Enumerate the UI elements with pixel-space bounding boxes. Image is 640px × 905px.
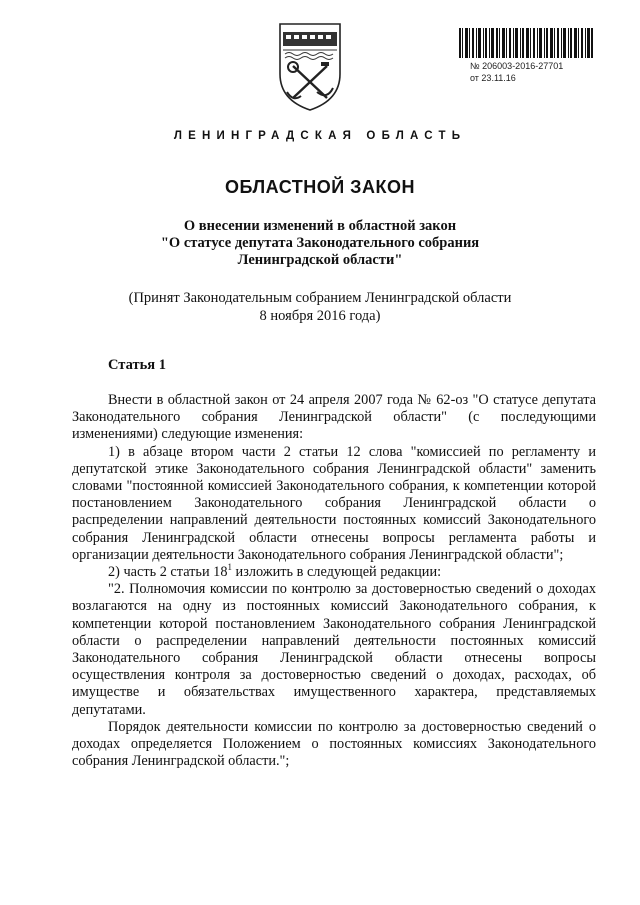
barcode bbox=[459, 28, 593, 58]
adoption-note-line: (Принят Законодательным собранием Ленинградской области bbox=[128, 290, 512, 306]
article-body bbox=[72, 392, 596, 770]
coat-of-arms-emblem bbox=[277, 22, 343, 112]
paragraph-quoted-part-2: "2. Полномочия комиссии по контролю за достоверностью сведений о доходах возлагаются на одну из постоянных комиссий Законодательного собрания, к компетенции которой постановлением Законодательного собрания Ленинградской области о распределении направлений деятельности постоянных комиссий Законодательного собрания Ленинградской области отнесены вопросы осуществления контроля за достоверностью сведений о доходах, расходах, об имуществе и обязательствах имущественного характера, представляемых депутатами. bbox=[72, 581, 596, 718]
registration-date: от 23.11.16 bbox=[470, 73, 516, 83]
item-2-text: 2) часть 2 статьи 18 bbox=[108, 564, 228, 581]
item-2-text-rest: изложить в следующей редакции: bbox=[231, 564, 442, 581]
law-title-line: Ленинградской области" bbox=[237, 252, 403, 268]
law-title-line: О внесении изменений в областной закон bbox=[183, 218, 457, 234]
superscript-index: 1 bbox=[227, 562, 232, 573]
paragraph-procedure: Порядок деятельности комиссии по контролю за достоверностью сведений о доходах определяется Положением о постоянных комиссиях Законодательного собрания Ленинградской области."; bbox=[72, 718, 596, 770]
law-type-heading: ОБЛАСТНОЙ ЗАКОН bbox=[225, 177, 415, 197]
adoption-note-line: 8 ноября 2016 года) bbox=[259, 308, 381, 324]
article-heading: Статья 1 bbox=[108, 357, 166, 373]
registration-number: № 206003-2016-27701 bbox=[470, 61, 564, 71]
paragraph-item-1: 1) в абзаце втором части 2 статьи 12 слова "комиссией по регламенту и депутатской этике Законодательного собрания Ленинградской области" заменить словами "постоянной комиссией Законодательного собрания, к компетенции которой постановлением Законодательного собрания Ленинградской области о распределении направлений деятельности постоянных комиссий Законодательного собрания Ленинградской области отнесены вопросы регламента работы и организации деятельности Законодательного собрания Ленинградской области"; bbox=[72, 443, 596, 563]
paragraph-intro: Внести в областной закон от 24 апреля 2007 года № 62-оз "О статусе депутата Законодательного собрания Ленинградской области" (с последующими изменениями) следующие изменения: bbox=[72, 392, 596, 443]
region-heading: ЛЕНИНГРАДСКАЯ ОБЛАСТЬ bbox=[173, 130, 467, 142]
law-title-line: "О статусе депутата Законодательного собрания bbox=[160, 235, 480, 251]
adoption-note bbox=[60, 289, 580, 325]
law-title bbox=[80, 218, 560, 269]
paragraph-item-2 bbox=[72, 564, 596, 581]
registration-info bbox=[470, 60, 563, 84]
